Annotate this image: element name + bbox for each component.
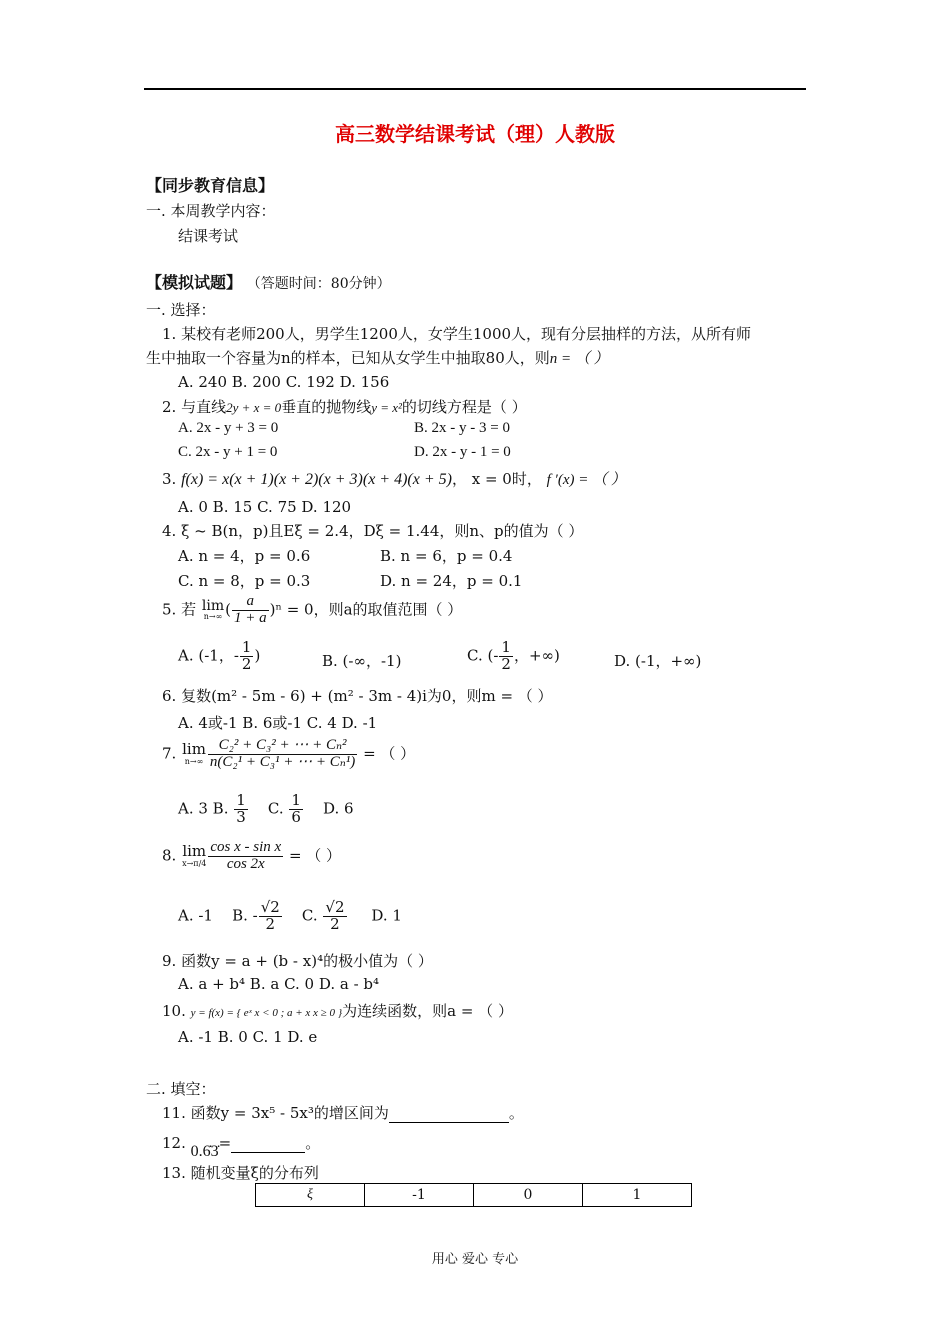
q8-frac-den: cos 2x xyxy=(226,855,265,872)
q7-frac-den: n(C₂¹ + C₃¹ + ⋯ + Cₙ¹) xyxy=(209,753,356,770)
q5-option-a: A. (-1，- $\frac{1}{2}$ ) xyxy=(178,638,261,673)
part2-heading: 二. 填空： xyxy=(146,1080,216,1098)
q7-b-fraction xyxy=(234,793,248,826)
q12-answer-blank[interactable] xyxy=(231,1136,305,1153)
mock-heading: 【模拟试题】 xyxy=(146,273,243,292)
q12-end: 。 xyxy=(305,1134,321,1152)
q2-stem-b: 垂直的抛物线 xyxy=(281,398,372,416)
q1-line2 xyxy=(146,347,609,368)
q5-option-b: B. (-∞，-1) xyxy=(322,652,402,670)
table-cell: 0 xyxy=(474,1184,583,1207)
q2-stem-a: 2. 与直线 xyxy=(162,398,227,416)
q12-eq: = xyxy=(218,1134,232,1152)
q8-number: 8. xyxy=(162,846,177,865)
q5-option-c xyxy=(467,640,560,673)
q5-c-num: 1 xyxy=(501,638,511,656)
q7-b-num: 1 xyxy=(236,791,246,809)
q2-option-a: A. 2x - y + 3 = 0 xyxy=(178,420,279,436)
q2-stem-c: 的切线方程是（ ） xyxy=(401,398,527,416)
q12-number: 12. xyxy=(162,1134,186,1152)
q10-number: 10. xyxy=(162,1002,186,1020)
q9-stem: 9. 函数y = a + (b - x)⁴的极小值为（ ） xyxy=(162,952,433,970)
q8-b-den: 2 xyxy=(265,914,276,933)
q5-a-text: A. (-1，- xyxy=(178,646,239,665)
q2-option-b: B. 2x - y - 3 = 0 xyxy=(414,420,510,436)
q8-limit xyxy=(182,844,206,868)
q2-option-d: D. 2x - y - 1 = 0 xyxy=(414,444,511,460)
q3-options: A. 0 B. 15 C. 75 D. 120 xyxy=(178,498,352,516)
q11-end: 。 xyxy=(508,1104,524,1122)
q8-options xyxy=(178,900,402,933)
q7-a-text: A. 3 B. xyxy=(178,799,229,818)
q5-stem: 5. 若 lim n→∞ ( $\frac{a}{1 + a}$ )ⁿ = 0，则a的取值范围（ ） xyxy=(162,593,463,626)
q8-b-text: B. - xyxy=(232,906,258,925)
q2-stem xyxy=(162,396,527,417)
q10-function: y = f(x) = { eˣ x < 0 ; a + x x ≥ 0 } xyxy=(190,1007,343,1019)
q4-option-a: A. n = 4，p = 0.6 xyxy=(178,547,311,565)
q7-lim-word: lim xyxy=(182,740,206,759)
q7-c-num: 1 xyxy=(291,791,301,809)
q8-frac-num: cos x - sin x xyxy=(210,839,282,855)
q7-limit xyxy=(182,742,206,766)
q5-a-num: 1 xyxy=(241,638,252,656)
q5-c-text: C. (- xyxy=(467,646,499,665)
q5-frac-num: a xyxy=(232,594,269,611)
q7-stem xyxy=(162,738,415,771)
q8-c-num: √2 xyxy=(325,898,345,916)
q8-c-den: 2 xyxy=(330,914,340,933)
q5-number: 5. 若 xyxy=(162,600,197,619)
q7-b-den: 3 xyxy=(236,807,246,826)
q12-stem xyxy=(162,1132,321,1160)
q10-tail: 为连续函数，则a = （ ） xyxy=(342,1002,513,1020)
q8-b-num: √2 xyxy=(260,898,280,916)
page-footer: 用心 爱心 专心 xyxy=(431,1252,519,1267)
q2-option-c: C. 2x - y + 1 = 0 xyxy=(178,444,278,460)
q8-b-fraction xyxy=(259,900,282,933)
q8-c-text: C. xyxy=(301,906,318,925)
q1-line1: 1. 某校有老师200人，男学生1200人，女学生1000人，现有分层抽样的方法，从所有师 xyxy=(162,325,752,343)
q13-distribution-table xyxy=(255,1183,692,1207)
q1-options: A. 240 B. 200 C. 192 D. 156 xyxy=(178,373,390,391)
q11-answer-blank[interactable] xyxy=(389,1106,509,1123)
q6-stem: 6. 复数(m² - 5m - 6) + (m² - 3m - 4)i为0，则m = （ ） xyxy=(162,687,553,705)
part1-heading: 一. 选择： xyxy=(146,301,216,319)
q3-condition: ， x = 0时， xyxy=(451,470,542,488)
q5-lim-sub: n→∞ xyxy=(203,612,223,622)
q8-a-text: A. -1 xyxy=(178,906,213,925)
q7-tail: = （ ） xyxy=(363,744,416,763)
q2-line: 2y + x = 0 xyxy=(226,400,282,415)
q7-c-fraction xyxy=(289,793,303,826)
q9-options: A. a + b⁴ B. a C. 0 D. a - b⁴ xyxy=(178,975,380,993)
info-item-content: 结课考试 xyxy=(178,227,239,245)
info-heading: 【同步教育信息】 xyxy=(146,176,275,195)
q11-stem xyxy=(162,1102,524,1123)
q8-lim-sub: x→π/4 xyxy=(182,858,207,868)
q10-stem xyxy=(162,1000,513,1021)
q7-fraction xyxy=(208,738,357,771)
info-item-label: 一. 本周教学内容： xyxy=(146,202,276,220)
header-rule xyxy=(144,88,806,90)
table-cell: ξ xyxy=(256,1184,365,1207)
table-cell: 1 xyxy=(583,1184,692,1207)
q13-stem: 13. 随机变量ξ的分布列 xyxy=(162,1164,319,1182)
q7-lim-sub: n→∞ xyxy=(184,756,204,766)
mock-heading-line xyxy=(146,270,391,293)
q5-lim-word: lim xyxy=(201,597,225,614)
q4-option-d: D. n = 24，p = 0.1 xyxy=(380,572,523,590)
q5-c-fraction xyxy=(499,640,513,673)
q12-value: 0.6̇3̇ xyxy=(190,1143,219,1160)
q3-stem xyxy=(162,468,626,489)
time-note: （答题时间：80分钟） xyxy=(246,276,391,292)
q7-frac-num: C₂² + C₃² + ⋯ + Cₙ² xyxy=(208,738,357,755)
q8-lim-word: lim xyxy=(182,842,207,861)
q7-c-text: C. xyxy=(267,799,284,818)
q3-derivative: f ′(x) = （ ） xyxy=(546,472,626,488)
page-title: 高三数学结课考试（理）人教版 xyxy=(335,122,615,146)
q11-text: 11. 函数y = 3x⁵ - 5x³的增区间为 xyxy=(162,1104,389,1122)
q5-a-fraction xyxy=(240,640,254,673)
q6-options: A. 4或-1 B. 6或-1 C. 4 D. -1 xyxy=(178,714,378,732)
q1-tail: n = （ ） xyxy=(549,351,609,367)
q7-d-text: D. 6 xyxy=(323,799,354,818)
q7-options xyxy=(178,793,354,826)
q1-line2-text: 生中抽取一个容量为n的样本，已知从女学生中抽取80人，则 xyxy=(146,349,550,367)
q5-c-den: 2 xyxy=(501,654,511,673)
q4-option-c: C. n = 8，p = 0.3 xyxy=(178,572,311,590)
q5-tail: )ⁿ = 0，则a的取值范围（ ） xyxy=(269,600,463,619)
q4-stem: 4. ξ ~ B(n，p)且Eξ = 2.4，Dξ = 1.44，则n、p的值为（ ） xyxy=(162,522,584,540)
q4-option-b: B. n = 6，p = 0.4 xyxy=(380,547,513,565)
q10-options: A. -1 B. 0 C. 1 D. e xyxy=(178,1028,318,1046)
q5-option-d: D. (-1，+∞) xyxy=(614,652,702,670)
q2-parabola: y = x² xyxy=(371,400,402,415)
q8-fraction xyxy=(208,840,283,873)
q8-d-text: D. 1 xyxy=(371,906,402,925)
q5-a-den: 2 xyxy=(241,654,252,673)
q7-number: 7. xyxy=(162,744,177,763)
q7-c-den: 6 xyxy=(291,807,301,826)
q8-c-fraction xyxy=(323,900,346,933)
q5-c-tail: ，+∞) xyxy=(513,646,560,665)
q3-number: 3. xyxy=(162,470,177,488)
table-row xyxy=(256,1184,692,1207)
q5-fraction xyxy=(232,594,269,627)
q8-stem xyxy=(162,840,341,873)
q5-limit xyxy=(202,599,224,622)
q5-frac-den: 1 + a xyxy=(233,609,267,626)
q3-function: f(x) = x(x + 1)(x + 2)(x + 3)(x + 4)(x + 5) xyxy=(181,471,452,488)
q8-tail: = （ ） xyxy=(288,846,342,865)
table-cell: -1 xyxy=(365,1184,474,1207)
